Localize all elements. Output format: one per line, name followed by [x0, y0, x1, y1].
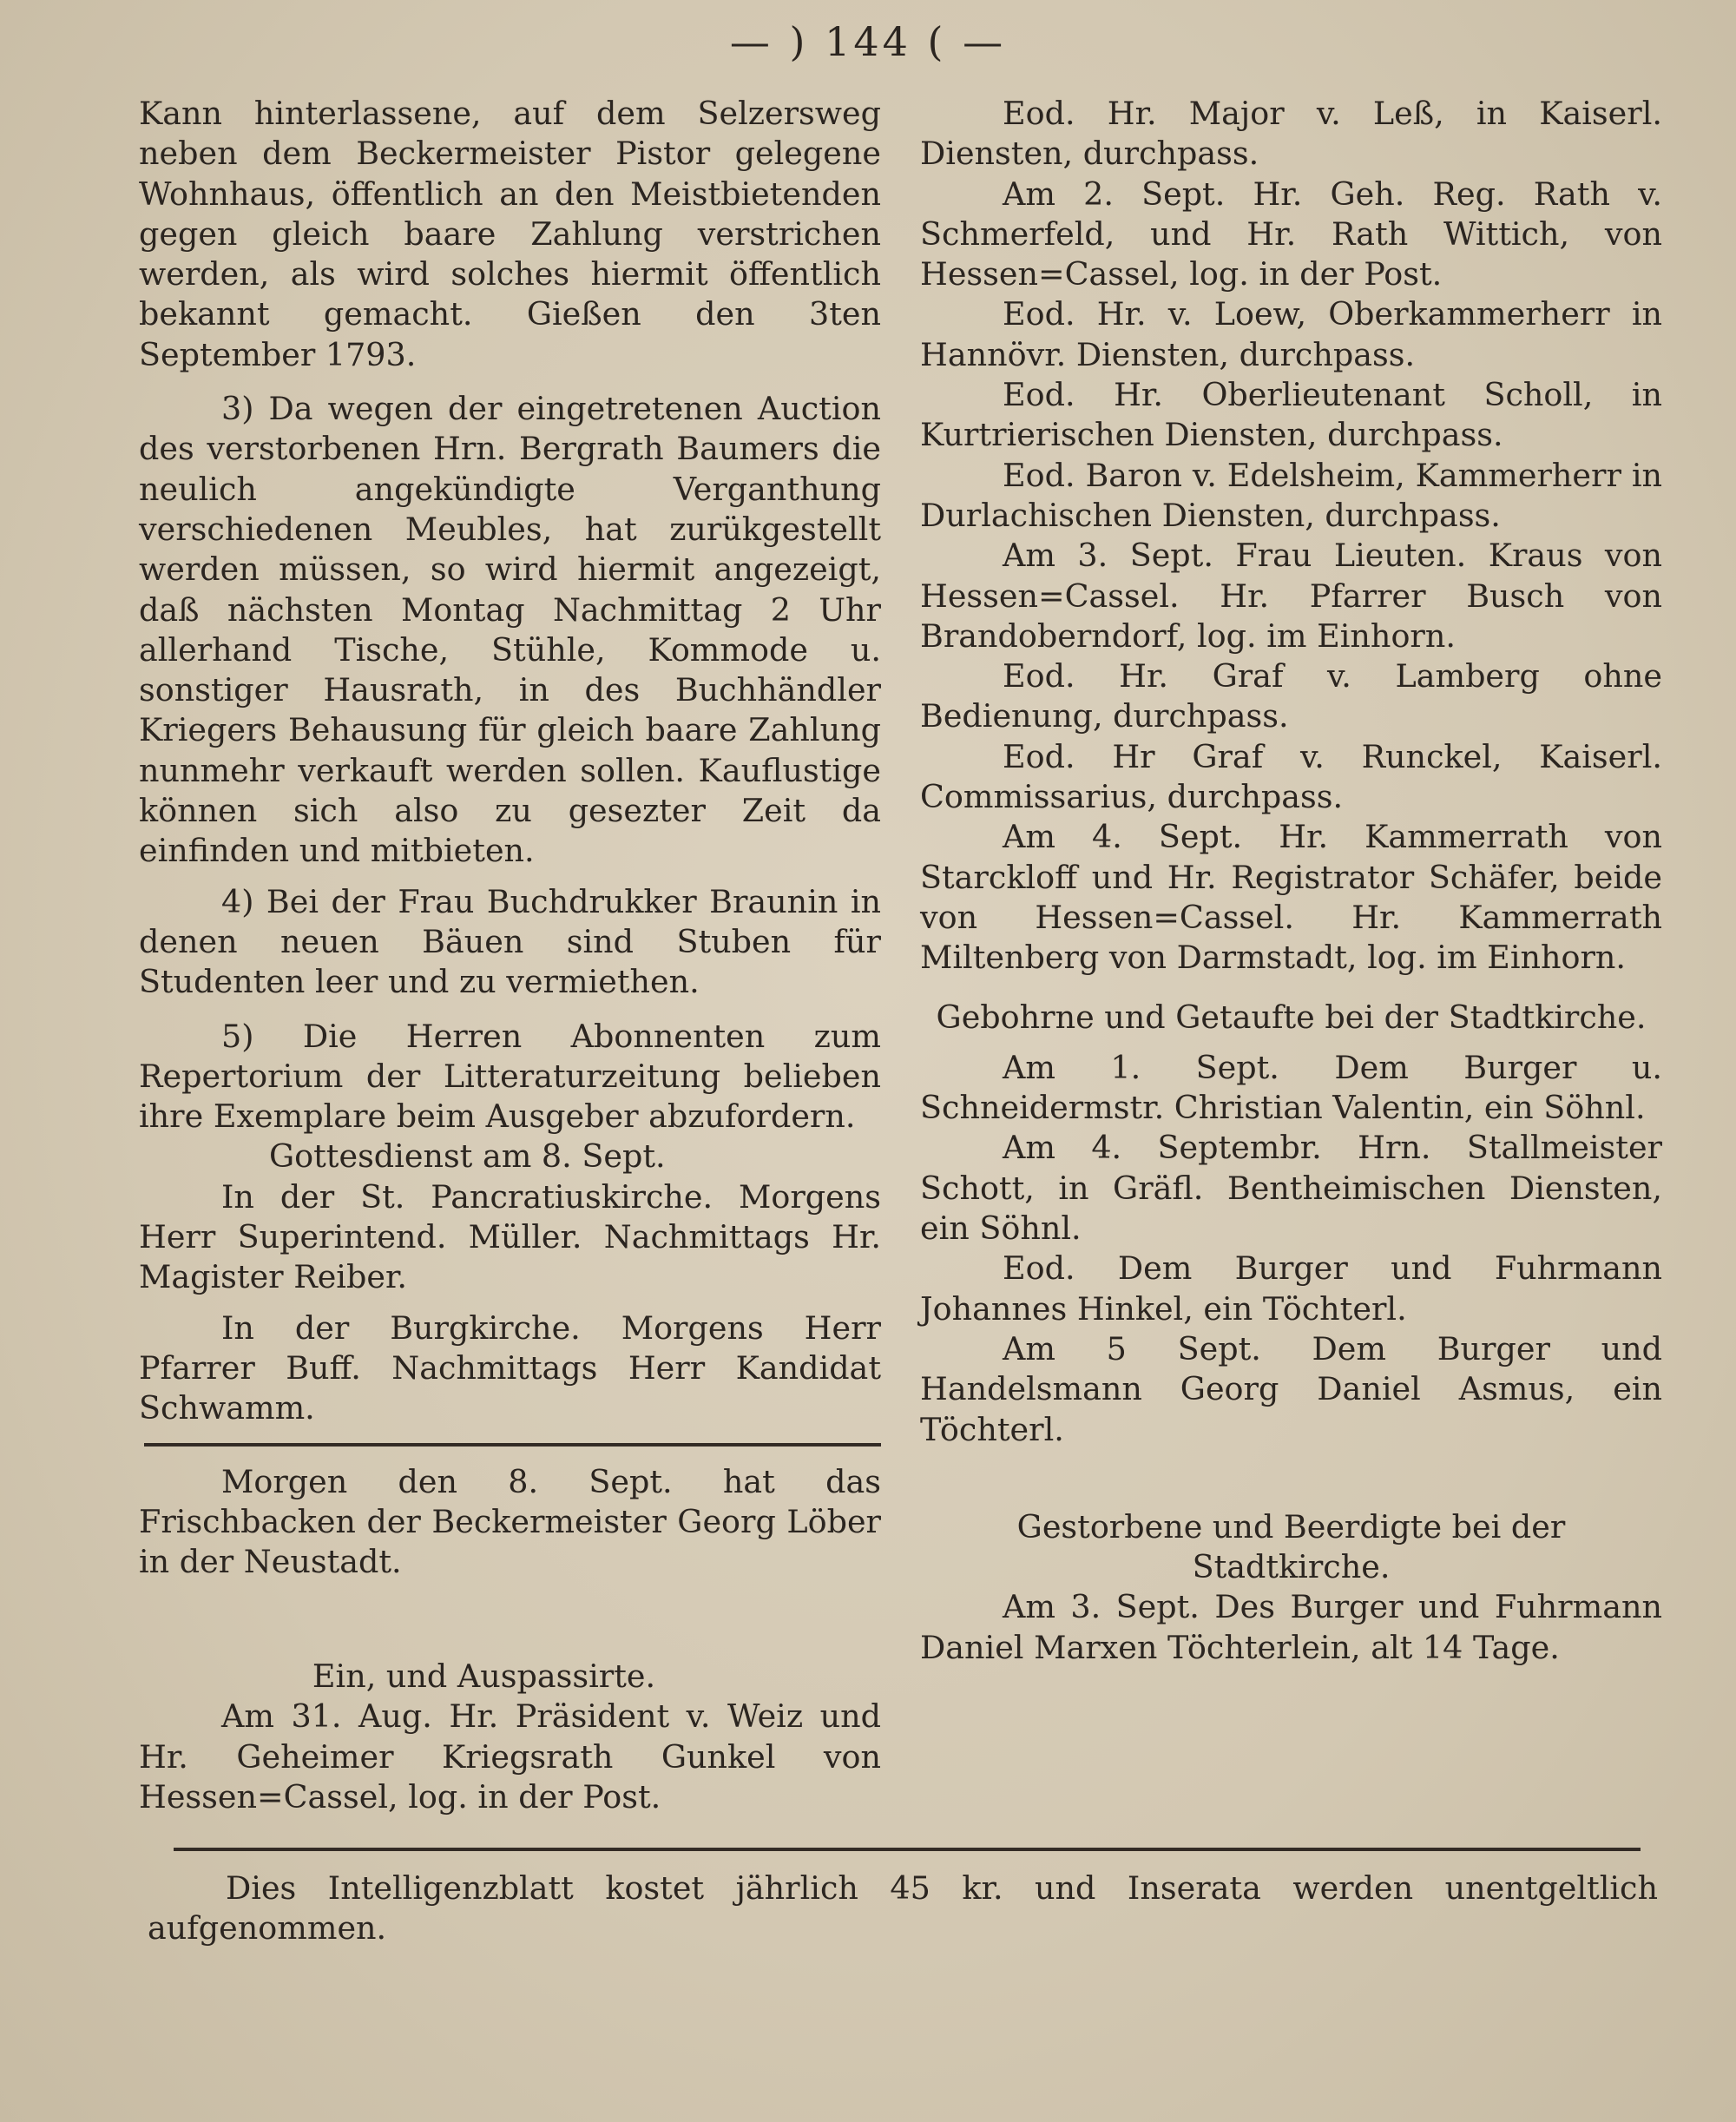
travel-entry: Eod. Hr. Oberlieutenant Scholl, in Kurtrierischen Diensten, durchpass.	[920, 376, 1662, 454]
service-pancratius: In der St. Pancratiuskirche. Morgens Herr Superintend. Müller. Nachmittags Hr. Magister Reiber.	[139, 1177, 881, 1296]
travel-entry: Eod. Baron v. Edelsheim, Kammerherr in Durlachischen Diensten, durchpass.	[920, 456, 1662, 534]
section-divider	[144, 1443, 881, 1447]
footer-divider	[174, 1848, 1641, 1851]
travel-entry: Eod. Hr. Major v. Leß, in Kaiserl. Diensten, durchpass.	[920, 95, 1662, 173]
travel-entry: Am 31. Aug. Hr. Präsident v. Weiz und Hr. Geheimer Kriegsrath Gunkel von Hessen=Cassel, log. in der Post.	[139, 1697, 881, 1816]
deaths-heading: Gestorbene und Beerdigte bei der Stadtkirche.	[1016, 1507, 1566, 1586]
footer	[148, 1868, 1658, 1948]
birth-entry: Am 1. Sept. Dem Burger u. Schneidermstr. Christian Valentin, ein Söhnl.	[920, 1048, 1662, 1127]
travel-entry: Am 2. Sept. Hr. Geh. Reg. Rath v. Schmerfeld, und Hr. Rath Wittich, von Hessen=Cassel, log. in der Post.	[920, 175, 1662, 293]
death-entry: Am 3. Sept. Des Burger und Fuhrmann Daniel Marxen Töchterlein, alt 14 Tage.	[920, 1588, 1662, 1666]
notice-auction: 3) Da wegen der eingetretenen Auction des verstorbenen Hrn. Bergrath Baumers die neulich angekündigte Verganthung verschiedenen Meubles, hat zurükgestellt werden müssen, so wird hiermit angezeigt, daß nächsten Montag Nachmittag 2 Uhr allerhand Tische, Stühle, Kommode u. sonstiger Hausrath, in des Buchhändler Kriegers Behausung für gleich baare Zahlung nunmehr verkauft werden sollen. Kauflustige können sich also zu gesezter Zeit da einfinden und mitbieten.	[139, 390, 881, 870]
travel-entry: Am 4. Sept. Hr. Kammerrath von Starckloff und Hr. Registrator Schäfer, beide von Hessen=Cassel. Hr. Kammerrath Miltenberg von Darmstadt, log. im Einhorn.	[920, 818, 1662, 977]
notice-baker: Morgen den 8. Sept. hat das Frischbacken der Beckermeister Georg Löber in der Neustadt.	[139, 1462, 881, 1581]
notice-house-sale: Kann hinterlassene, auf dem Selzersweg neben dem Beckermeister Pistor gelegene Wohnhaus, öffentlich an den Meistbietenden gegen gleich baare Zahlung verstrichen werden, als wird solches hiermit öffentlich bekannt gemacht. Gießen den 3ten September 1793.	[139, 95, 881, 373]
birth-entry: Am 4. Septembr. Hrn. Stallmeister Schott, in Gräfl. Bentheimischen Diensten, ein Söhnl.	[920, 1129, 1662, 1248]
notice-rooms: 4) Bei der Frau Buchdrukker Braunin in denen neuen Bäuen sind Stuben für Studenten leer und zu vermiethen.	[139, 882, 881, 1001]
service-heading: Gottesdienst am 8. Sept.	[269, 1137, 666, 1176]
travel-entry: Eod. Hr. Graf v. Lamberg ohne Bedienung, durchpass.	[920, 657, 1662, 735]
travel-entry: Eod. Hr. v. Loew, Oberkammerherr in Hannövr. Diensten, durchpass.	[920, 295, 1662, 373]
service-burgkirche: In der Burgkirche. Morgens Herr Pfarrer Buff. Nachmittags Herr Kandidat Schwamm.	[139, 1308, 881, 1427]
travel-heading: Ein, und Auspassirte.	[312, 1657, 656, 1695]
left-column-travel	[139, 1657, 881, 1817]
left-column	[139, 94, 881, 1582]
right-column	[920, 94, 1662, 1668]
page-number: — ) 144 ( —	[729, 18, 1007, 65]
births-heading: Gebohrne und Getaufte bei der Stadtkirche.	[936, 998, 1647, 1036]
footer-text: Dies Intelligenzblatt kostet jährlich 45 kr. und Inserata werden unentgeltlich aufgenommen.	[148, 1869, 1658, 1947]
birth-entry: Am 5 Sept. Dem Burger und Handelsmann Georg Daniel Asmus, ein Töchterl.	[920, 1329, 1662, 1448]
birth-entry: Eod. Dem Burger und Fuhrmann Johannes Hinkel, ein Töchterl.	[920, 1249, 1662, 1328]
notice-subscribers: 5) Die Herren Abonnenten zum Repertorium der Litteraturzeitung belieben ihre Exemplare beim Ausgeber abzufordern.	[139, 1017, 881, 1136]
travel-entry: Am 3. Sept. Frau Lieuten. Kraus von Hessen=Cassel. Hr. Pfarrer Busch von Brandoberndorf, log. im Einhorn.	[920, 537, 1662, 655]
travel-entry: Eod. Hr Graf v. Runckel, Kaiserl. Commissarius, durchpass.	[920, 737, 1662, 816]
